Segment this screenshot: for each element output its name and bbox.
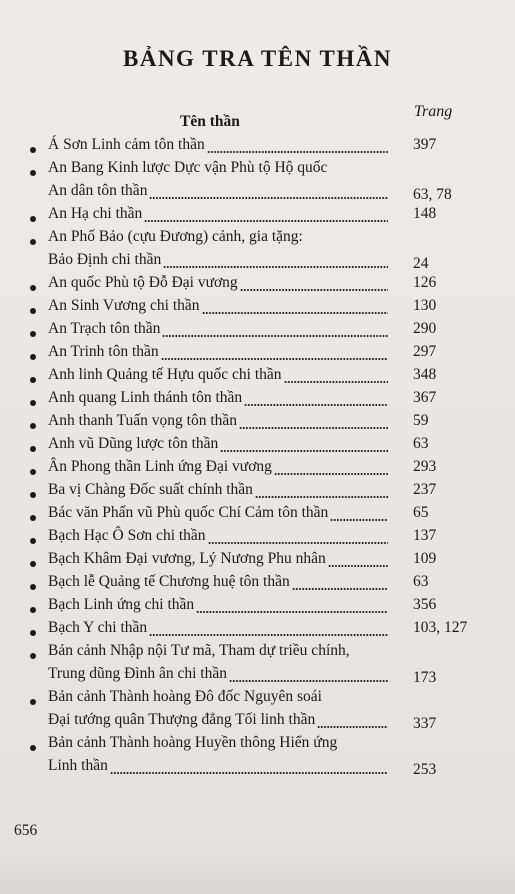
index-entry [0, 271, 515, 294]
bullet-icon [30, 354, 36, 360]
entry-page-number: 63, 78 [413, 186, 452, 203]
dot-leader [317, 708, 388, 731]
entry-name-text: Bạch Hạc Ô Sơn chi thần [48, 527, 206, 544]
dot-leader [149, 179, 388, 202]
entry-name-line [48, 708, 388, 731]
entry-page-number: 297 [413, 343, 437, 360]
bullet-icon [30, 607, 36, 613]
dot-leader [161, 340, 388, 363]
index-entry [0, 340, 515, 363]
bullet-icon [30, 377, 36, 383]
index-entry [0, 731, 515, 777]
entry-name-line [48, 294, 388, 317]
entry-page-number: 293 [413, 458, 437, 475]
index-entry [0, 432, 515, 455]
index-entry [0, 593, 515, 616]
index-entry [0, 409, 515, 432]
entry-page-number: 237 [413, 481, 437, 498]
entry-name-line [48, 386, 388, 409]
index-entry [0, 570, 515, 593]
entry-name-text: Anh vũ Dũng lược tôn thần [48, 435, 219, 452]
bullet-icon [30, 239, 36, 245]
dot-leader [330, 501, 388, 524]
entry-name-text: Bạch Linh ứng chi thần [48, 596, 195, 613]
entry-name-line [48, 547, 388, 570]
entry-name-line [48, 248, 388, 271]
index-entry [0, 685, 515, 731]
bullet-icon [30, 492, 36, 498]
entry-page-number: 126 [413, 274, 437, 291]
bullet-icon [30, 446, 36, 452]
page-title: BẢNG TRA TÊN THẦN [123, 46, 392, 71]
index-entry [0, 363, 515, 386]
entry-name-line [48, 455, 388, 478]
dot-leader [292, 570, 388, 593]
entry-name-text: Anh linh Quảng tế Hựu quốc chi thần [48, 366, 282, 383]
dot-leader [220, 432, 388, 455]
entry-name-line [48, 662, 388, 685]
dot-leader [196, 593, 388, 616]
entry-name-text: Anh thanh Tuấn vọng tôn thần [48, 412, 238, 429]
entry-page-number: 65 [413, 504, 429, 521]
index-entry [0, 317, 515, 340]
dot-leader [162, 317, 388, 340]
index-entry [0, 294, 515, 317]
entry-name-text: An Hạ chi thần [48, 205, 143, 222]
dot-leader [163, 248, 388, 271]
entry-name-text: An Bang Kinh lược Dực vận Phù tộ Hộ quốc [48, 159, 328, 176]
entry-name-text: Bạch Khâm Đại vương, Lý Nương Phu nhân [48, 550, 326, 567]
index-entry [0, 202, 515, 225]
entry-name-line [48, 409, 388, 432]
entry-page-number: 348 [413, 366, 437, 383]
page-number: 656 [14, 822, 38, 839]
entry-name-text: Bảo Định chi thần [48, 251, 162, 268]
entry-name-line [48, 524, 388, 547]
dot-leader [244, 386, 388, 409]
entry-name-text: Linh thần [48, 757, 108, 774]
entry-name-text: An Sinh Vương chi thần [48, 297, 200, 314]
index-entry [0, 478, 515, 501]
entry-name-line [48, 133, 388, 156]
index-entry [0, 616, 515, 639]
bullet-icon [30, 423, 36, 429]
bullet-icon [30, 285, 36, 291]
entry-name-line [48, 340, 388, 363]
bullet-icon [30, 331, 36, 337]
entry-name-text: Ân Phong thần Linh ứng Đại vương [48, 458, 272, 475]
bullet-icon [30, 515, 36, 521]
dot-leader [240, 271, 388, 294]
bullet-icon [30, 400, 36, 406]
entry-name-text: Bản cảnh Nhập nội Tư mã, Tham dự triều chính, [48, 642, 350, 659]
index-entry [0, 133, 515, 156]
entry-name-text: Bạch Y chi thần [48, 619, 148, 636]
bullet-icon [30, 147, 36, 153]
bullet-icon [30, 216, 36, 222]
dot-leader [208, 524, 388, 547]
bullet-icon [30, 630, 36, 636]
index-entry [0, 501, 515, 524]
bullet-icon [30, 561, 36, 567]
entry-name-text: Bác văn Phấn vũ Phù quốc Chí Cảm tôn thần [48, 504, 329, 521]
entry-name-line [48, 363, 388, 386]
entry-name-line [48, 179, 388, 202]
entry-name-text: An Phố Bảo (cựu Đương) cảnh, gia tặng: [48, 228, 303, 245]
entry-page-number: 367 [413, 389, 437, 406]
entry-name-line [48, 754, 388, 777]
entry-page-number: 253 [413, 761, 437, 778]
index-entry [0, 156, 515, 202]
entry-name-line [48, 570, 388, 593]
entry-name-line [48, 593, 388, 616]
entry-page-number: 103, 127 [413, 619, 468, 636]
entry-name-text: Bản cảnh Thành hoàng Đô đốc Nguyên soái [48, 688, 322, 705]
dot-leader [274, 455, 388, 478]
bullet-icon [30, 469, 36, 475]
entry-name-text: Ba vị Chàng Đốc suất chính thần [48, 481, 253, 498]
entry-name-text: An dân tôn thần [48, 182, 148, 199]
entry-page-number: 137 [413, 527, 437, 544]
entry-page-number: 130 [413, 297, 437, 314]
entry-name-text: Bạch lễ Quảng tế Chương huệ tôn thần [48, 573, 290, 590]
column-header-page: Trang [414, 103, 453, 120]
entry-page-number: 59 [413, 412, 429, 429]
dot-leader [149, 616, 388, 639]
dot-leader [110, 754, 388, 777]
entry-name-text: Anh quang Linh thánh tôn thần [48, 389, 243, 406]
entry-name-line [48, 317, 388, 340]
bullet-icon [30, 699, 36, 705]
dot-leader [328, 547, 388, 570]
entry-page-number: 63 [413, 573, 429, 590]
entry-name-text: Á Sơn Linh cảm tôn thần [48, 136, 205, 153]
index-entry [0, 524, 515, 547]
index-entry [0, 547, 515, 570]
entry-name-text: An quốc Phù tộ Đỗ Đại vương [48, 274, 238, 291]
entry-name-text: Đại tướng quân Thượng đẳng Tối linh thần [48, 711, 316, 728]
bullet-icon [30, 653, 36, 659]
column-header-name: Tên thần [180, 113, 240, 130]
bullet-icon [30, 745, 36, 751]
dot-leader [202, 294, 388, 317]
entry-name-line [48, 432, 388, 455]
dot-leader [255, 478, 388, 501]
dot-leader [229, 662, 388, 685]
dot-leader [144, 202, 388, 225]
entry-page-number: 337 [413, 715, 437, 732]
entry-page-number: 290 [413, 320, 437, 337]
entry-name-text: Trung dũng Đình ân chi thần [48, 665, 227, 682]
entry-name-text: Bản cảnh Thành hoàng Huyền thông Hiển ứng [48, 734, 338, 751]
entry-name-line [48, 501, 388, 524]
entry-page-number: 63 [413, 435, 429, 452]
index-entry [0, 386, 515, 409]
entry-name-text: An Trạch tôn thần [48, 320, 161, 337]
bullet-icon [30, 308, 36, 314]
entry-page-number: 109 [413, 550, 437, 567]
bullet-icon [30, 584, 36, 590]
entry-page-number: 148 [413, 205, 437, 222]
entry-name-line [48, 202, 388, 225]
dot-leader [284, 363, 388, 386]
entry-page-number: 356 [413, 596, 437, 613]
dot-leader [239, 409, 388, 432]
entry-name-line [48, 616, 388, 639]
entry-page-number: 24 [413, 255, 429, 272]
page-shadow [0, 854, 515, 894]
index-entry [0, 455, 515, 478]
entry-name-line [48, 478, 388, 501]
bullet-icon [30, 170, 36, 176]
index-entry [0, 639, 515, 685]
entry-name-line [48, 271, 388, 294]
index-entry [0, 225, 515, 271]
entry-page-number: 173 [413, 669, 437, 686]
dot-leader [207, 133, 388, 156]
bullet-icon [30, 538, 36, 544]
entry-page-number: 397 [413, 136, 437, 153]
entry-name-text: An Trinh tôn thần [48, 343, 159, 360]
